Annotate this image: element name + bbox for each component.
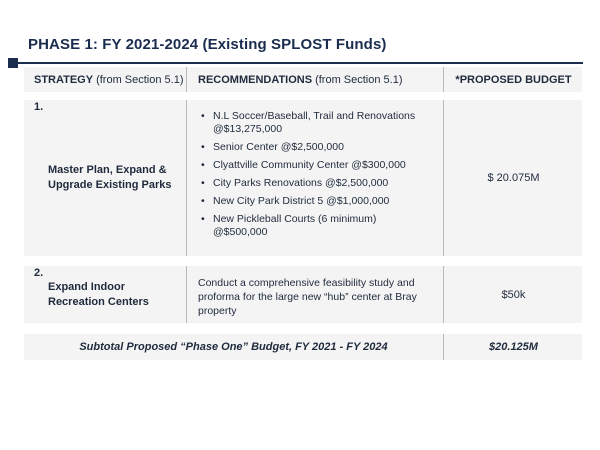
header-strategy-note: (from Section 5.1)	[96, 73, 184, 86]
list-item: • New Pickleball Courts (6 minimum) @$500,000	[201, 213, 377, 238]
header-recommendations	[186, 67, 443, 92]
subtotal-budget: $20.125M	[443, 334, 583, 360]
header-budget: *PROPOSED BUDGET	[443, 67, 583, 92]
table-row	[24, 100, 582, 256]
page-title: PHASE 1: FY 2021-2024 (Existing SPLOST Funds)	[28, 36, 387, 53]
strategy-label: Master Plan, Expand & Upgrade Existing Parks	[48, 164, 172, 191]
list-item: • City Parks Renovations @$2,500,000	[201, 177, 389, 189]
subtotal-label: Subtotal Proposed “Phase One” Budget, FY 2021 - FY 2024	[79, 341, 388, 353]
recommendation-text: Conduct a comprehensive feasibility study and proforma for the large new “hub” center at Bray property	[186, 266, 443, 323]
strategy-cell	[24, 266, 186, 323]
list-item: • Senior Center @$2,500,000	[201, 141, 344, 153]
recommendations-list	[187, 100, 444, 239]
strategy-number: 2.	[34, 267, 44, 279]
table-row	[24, 266, 582, 323]
list-item: • Clyattville Community Center @$300,000	[201, 159, 406, 171]
header-recommendations-label: RECOMMENDATIONS	[198, 73, 313, 86]
budget-cell: $ 20.075M	[443, 100, 583, 256]
list-item: • New City Park District 5 @$1,000,000	[201, 195, 390, 207]
strategy-label: Expand Indoor Recreation Centers	[48, 280, 149, 308]
list-item: • N.L Soccer/Baseball, Trail and Renovations @$13,275,000	[201, 110, 416, 135]
subtotal-row	[24, 334, 582, 360]
header-strategy	[24, 67, 186, 92]
title-rule	[16, 62, 583, 64]
budget-cell: $50k	[443, 266, 583, 323]
strategy-cell	[24, 100, 186, 256]
strategy-number: 1.	[34, 101, 44, 113]
header-strategy-label: STRATEGY	[34, 73, 94, 86]
recommendations-cell	[186, 100, 444, 256]
table-header	[24, 67, 582, 92]
header-recommendations-note: (from Section 5.1)	[315, 73, 403, 86]
